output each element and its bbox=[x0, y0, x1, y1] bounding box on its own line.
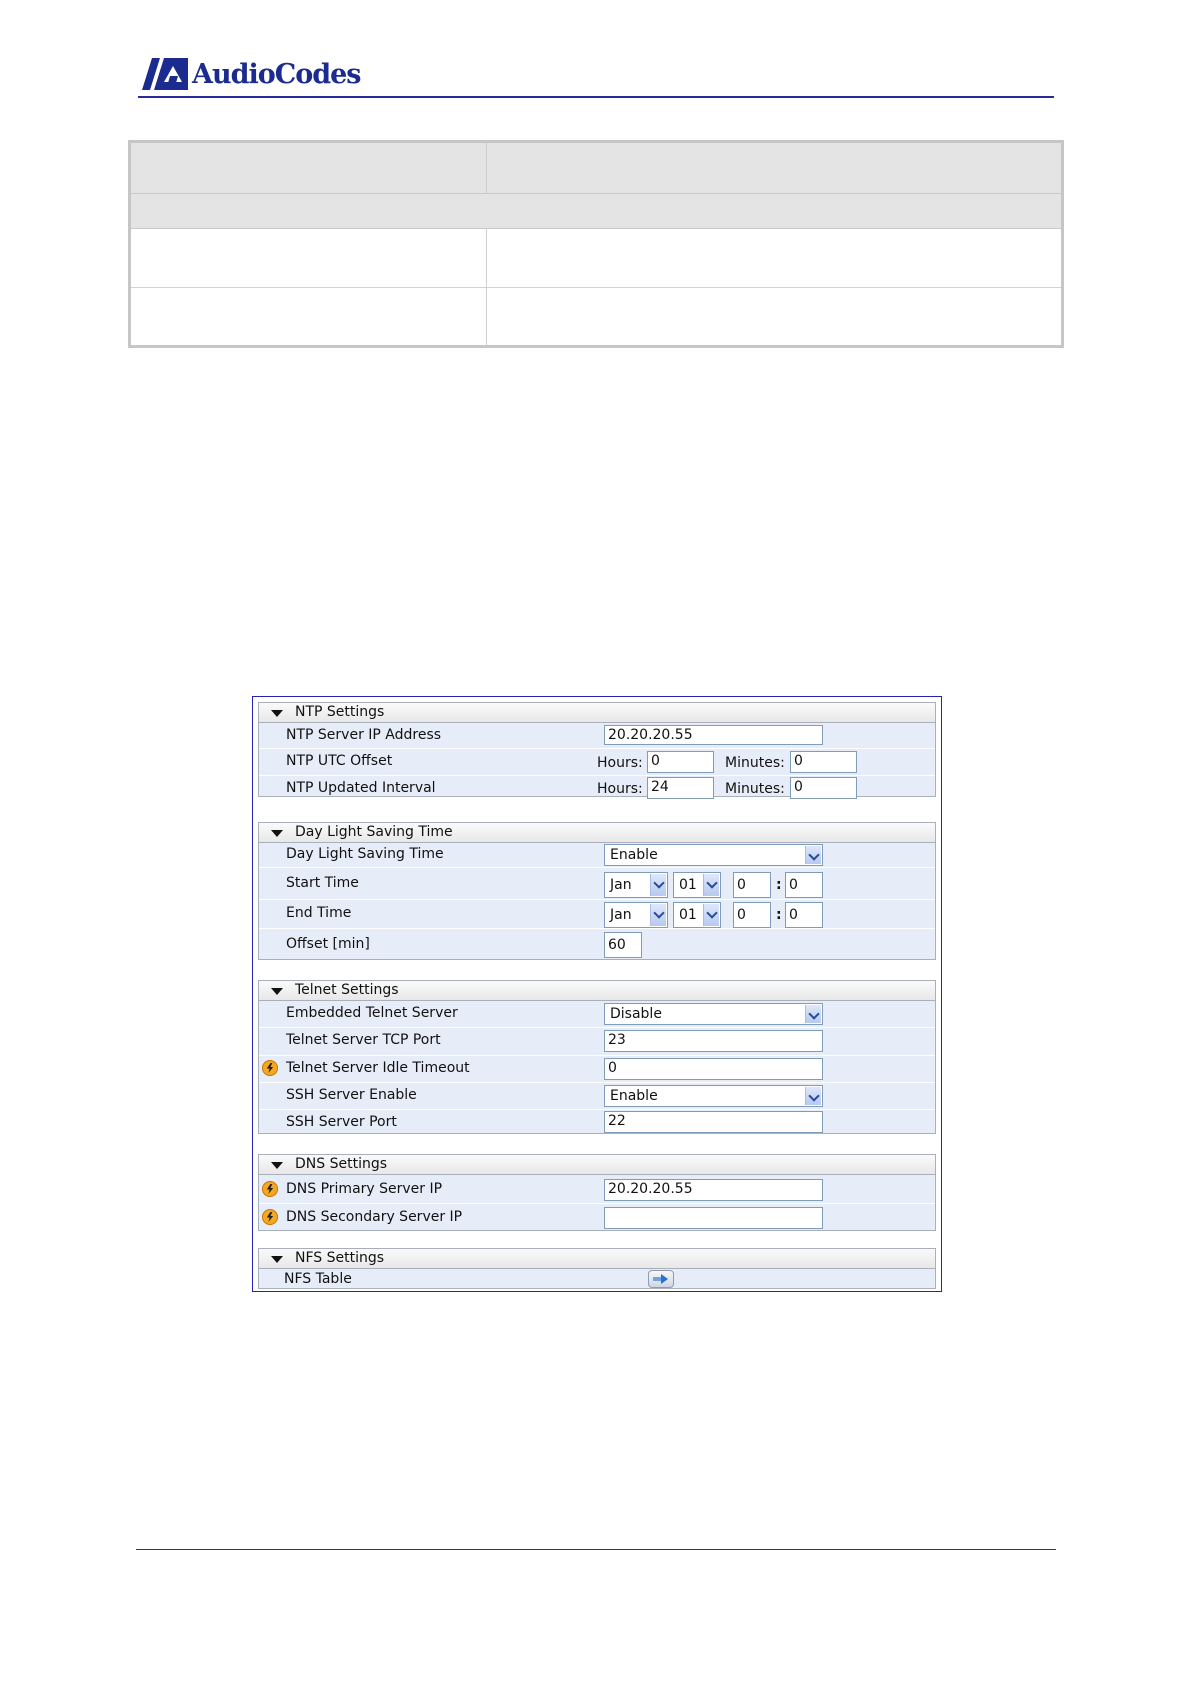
end-hour-input[interactable]: 0 bbox=[733, 902, 771, 928]
dns-primary-input[interactable]: 20.20.20.55 bbox=[604, 1179, 823, 1201]
chevron-down-icon[interactable] bbox=[650, 874, 666, 896]
telnet-tcp-port-input[interactable]: 23 bbox=[604, 1030, 823, 1052]
field-label: NTP Server IP Address bbox=[286, 727, 442, 743]
field-label: Telnet Server TCP Port bbox=[286, 1032, 441, 1048]
group-title: NFS Settings bbox=[295, 1250, 385, 1266]
field-label: Embedded Telnet Server bbox=[286, 1005, 458, 1021]
start-day-select[interactable] bbox=[673, 872, 721, 898]
daylight-saving-header[interactable] bbox=[259, 823, 935, 843]
ntp-updated-interval-row bbox=[259, 776, 935, 801]
ntp-settings-header[interactable] bbox=[259, 703, 935, 723]
table-section-row bbox=[131, 193, 1061, 229]
dst-end-time-row bbox=[259, 900, 935, 929]
ntp-server-ip-input[interactable]: 20.20.20.55 bbox=[604, 725, 823, 745]
ntp-utc-offset-row bbox=[259, 749, 935, 776]
reset-required-icon bbox=[262, 1060, 278, 1076]
collapse-caret-icon[interactable] bbox=[271, 710, 283, 717]
dns-secondary-input[interactable] bbox=[604, 1207, 823, 1229]
nfs-settings-group bbox=[258, 1248, 936, 1289]
table-row bbox=[131, 229, 1061, 288]
table-column-divider bbox=[486, 229, 487, 345]
interval-minutes-input[interactable]: 0 bbox=[790, 777, 857, 799]
application-settings-screenshot bbox=[252, 696, 942, 1292]
group-title: Day Light Saving Time bbox=[295, 824, 453, 840]
field-label: End Time bbox=[286, 905, 352, 921]
field-label: SSH Server Enable bbox=[286, 1087, 417, 1103]
group-title: NTP Settings bbox=[295, 704, 385, 720]
nfs-table-open-button[interactable] bbox=[648, 1270, 674, 1288]
time-separator: : bbox=[776, 877, 782, 893]
nfs-table-row bbox=[259, 1269, 935, 1289]
chevron-down-icon[interactable] bbox=[805, 846, 821, 864]
chevron-down-icon[interactable] bbox=[703, 874, 719, 896]
field-label: Telnet Server Idle Timeout bbox=[286, 1060, 470, 1076]
ntp-settings-group bbox=[258, 702, 936, 797]
audiocodes-logo-icon bbox=[140, 56, 190, 92]
selected-value: Enable bbox=[610, 847, 658, 863]
telnet-settings-header[interactable] bbox=[259, 981, 935, 1001]
start-month-select[interactable] bbox=[604, 872, 668, 898]
selected-value: 01 bbox=[679, 877, 697, 893]
footer-rule bbox=[136, 1549, 1056, 1550]
minutes-label: Minutes: bbox=[725, 755, 785, 771]
parameter-table bbox=[128, 140, 1064, 348]
audiocodes-logo bbox=[140, 54, 360, 94]
field-label: NTP Updated Interval bbox=[286, 780, 436, 796]
field-label: NFS Table bbox=[284, 1271, 352, 1287]
end-day-select[interactable] bbox=[673, 902, 721, 928]
utc-offset-hours-input[interactable]: 0 bbox=[647, 751, 714, 773]
selected-value: Jan bbox=[610, 877, 632, 893]
chevron-down-icon[interactable] bbox=[805, 1005, 821, 1023]
table-row bbox=[131, 288, 1061, 345]
end-minute-input[interactable]: 0 bbox=[785, 902, 823, 928]
field-label: Day Light Saving Time bbox=[286, 846, 444, 862]
ssh-enable-select[interactable] bbox=[604, 1085, 823, 1107]
collapse-caret-icon[interactable] bbox=[271, 988, 283, 995]
dns-primary-row bbox=[259, 1175, 935, 1204]
start-minute-input[interactable]: 0 bbox=[785, 872, 823, 898]
start-hour-input[interactable]: 0 bbox=[733, 872, 771, 898]
selected-value: Disable bbox=[610, 1006, 662, 1022]
field-label: Offset [min] bbox=[286, 936, 370, 952]
logo-text: AudioCodes bbox=[192, 58, 361, 90]
ssh-enable-row bbox=[259, 1083, 935, 1110]
dst-mode-select[interactable] bbox=[604, 844, 823, 866]
chevron-down-icon[interactable] bbox=[650, 904, 666, 926]
embedded-telnet-row bbox=[259, 1001, 935, 1028]
daylight-saving-group bbox=[258, 822, 936, 960]
table-column-divider bbox=[486, 143, 487, 193]
hours-label: Hours: bbox=[597, 781, 643, 797]
reset-required-icon bbox=[262, 1181, 278, 1197]
table-header-row bbox=[131, 143, 1061, 193]
dns-settings-header[interactable] bbox=[259, 1155, 935, 1175]
dst-mode-row bbox=[259, 843, 935, 868]
group-title: DNS Settings bbox=[295, 1156, 388, 1172]
collapse-caret-icon[interactable] bbox=[271, 830, 283, 837]
field-label: SSH Server Port bbox=[286, 1114, 397, 1130]
collapse-caret-icon[interactable] bbox=[271, 1256, 283, 1263]
field-label: Start Time bbox=[286, 875, 359, 891]
embedded-telnet-select[interactable] bbox=[604, 1003, 823, 1025]
dns-settings-group bbox=[258, 1154, 936, 1231]
group-title: Telnet Settings bbox=[295, 982, 399, 998]
dst-offset-row bbox=[259, 929, 935, 961]
field-label: NTP UTC Offset bbox=[286, 753, 393, 769]
nfs-settings-header[interactable] bbox=[259, 1249, 935, 1269]
chevron-down-icon[interactable] bbox=[703, 904, 719, 926]
field-label: DNS Primary Server IP bbox=[286, 1181, 443, 1197]
reset-required-icon bbox=[262, 1209, 278, 1225]
telnet-idle-timeout-input[interactable]: 0 bbox=[604, 1058, 823, 1080]
selected-value: 01 bbox=[679, 907, 697, 923]
telnet-settings-group bbox=[258, 980, 936, 1134]
interval-hours-input[interactable]: 24 bbox=[647, 777, 714, 799]
utc-offset-minutes-input[interactable]: 0 bbox=[790, 751, 857, 773]
end-month-select[interactable] bbox=[604, 902, 668, 928]
hours-label: Hours: bbox=[597, 755, 643, 771]
selected-value: Enable bbox=[610, 1088, 658, 1104]
ssh-port-row bbox=[259, 1110, 935, 1136]
chevron-down-icon[interactable] bbox=[805, 1087, 821, 1105]
dns-secondary-row bbox=[259, 1204, 935, 1231]
header-rule bbox=[138, 96, 1054, 98]
telnet-tcp-port-row bbox=[259, 1028, 935, 1056]
dst-offset-input[interactable]: 60 bbox=[604, 932, 642, 958]
minutes-label: Minutes: bbox=[725, 781, 785, 797]
ntp-server-ip-row bbox=[259, 723, 935, 749]
selected-value: Jan bbox=[610, 907, 632, 923]
telnet-idle-timeout-row bbox=[259, 1056, 935, 1083]
time-separator: : bbox=[776, 907, 782, 923]
collapse-caret-icon[interactable] bbox=[271, 1162, 283, 1169]
dst-start-time-row bbox=[259, 868, 935, 900]
ssh-port-input[interactable]: 22 bbox=[604, 1111, 823, 1133]
field-label: DNS Secondary Server IP bbox=[286, 1209, 463, 1225]
